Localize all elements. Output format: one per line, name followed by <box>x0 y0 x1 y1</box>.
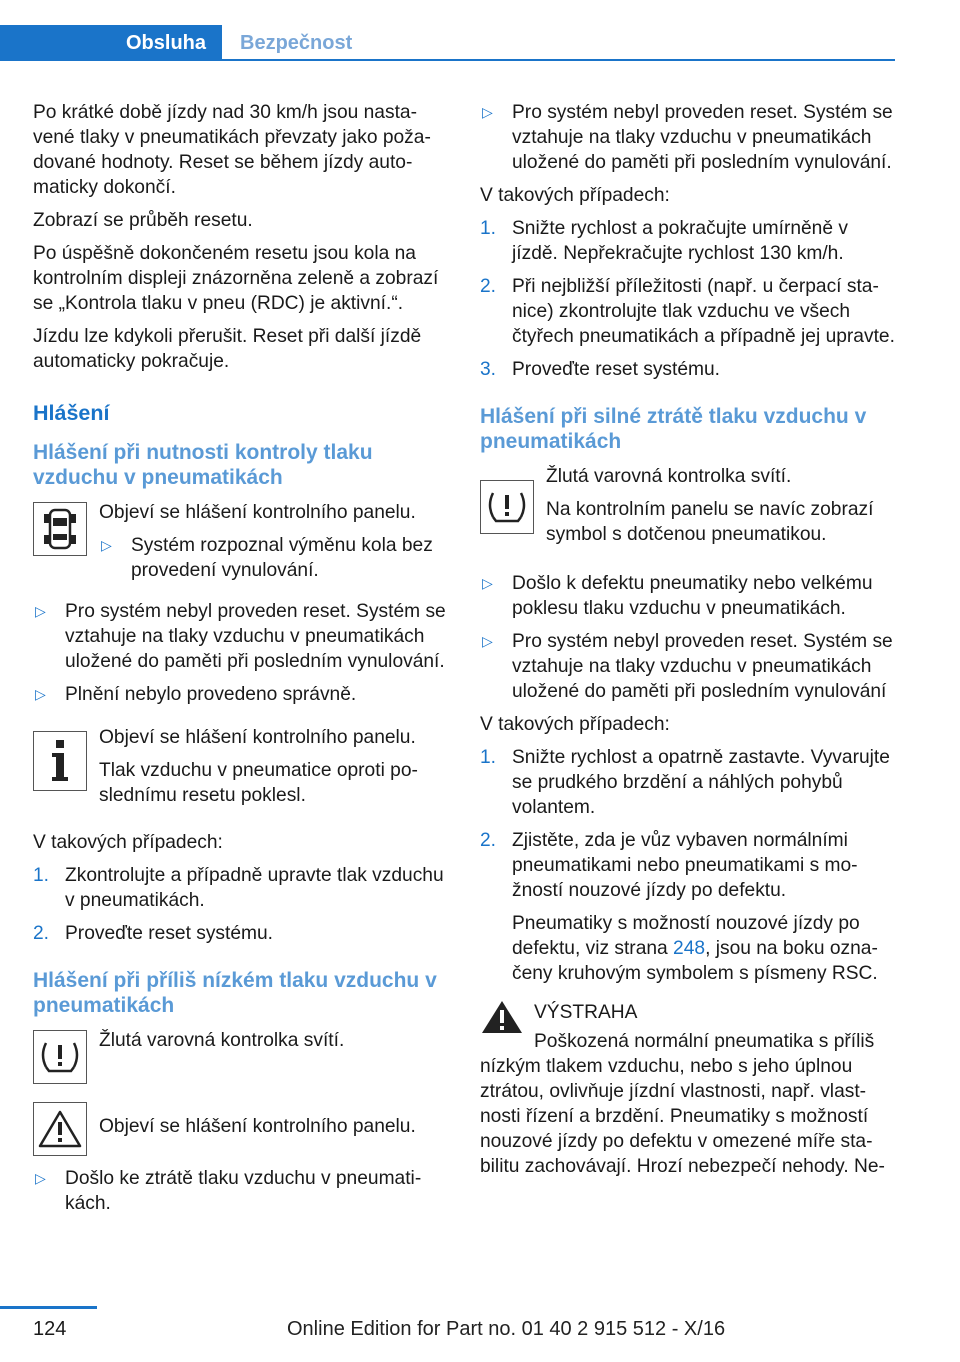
car-top-view-icon <box>33 502 87 556</box>
paragraph: Zobrazí se průběh resetu. <box>33 210 253 231</box>
warning-text-first: Poškozená normální pneumatika s příliš <box>534 1031 875 1052</box>
cases-label: V takových případech: <box>33 832 223 853</box>
page-number: 124 <box>33 1318 67 1340</box>
header-tabs <box>0 25 895 61</box>
bullet-list <box>480 571 895 704</box>
message-text: Objeví se hlášení kontrolního panelu. <box>99 727 416 748</box>
list-item: ▷ Pro systém nebyl proveden reset. Systém se vztahuje na tlaky vzduchu v pneumatikách uložené do paměti při posledním vynulování. <box>35 601 446 672</box>
triangle-bullet-icon: ▷ <box>482 633 493 649</box>
list-item: 1. Snižte rychlost a pokračujte umírněně v jízdě. Nepřekračujte rychlost 130 km/h. <box>480 218 848 264</box>
triangle-bullet-icon: ▷ <box>101 537 112 553</box>
list-item: ▷ Pro systém nebyl proveden reset. Systém se vztahuje na tlaky vzduchu v pneumatikách uložené do paměti při posledním vynulování. <box>482 102 893 173</box>
subheading-low-pressure: Hlášení při příliš nízkém tlaku vzduchu v pneumatikách <box>33 969 437 1017</box>
cases-label: V takových případech: <box>480 185 670 206</box>
message-text: Na kontrolním panelu se navíc zobrazí symbol s dotčenou pneumatikou. <box>546 499 874 545</box>
numbered-list <box>33 863 448 946</box>
list-item: 2. Zjistěte, zda je vůz vybaven normálními pneumatikami nebo pneumatikami s možností nouzové jízdy po defektu. <box>480 830 858 901</box>
bullet-list <box>480 100 895 175</box>
numbered-list <box>480 745 895 986</box>
edition-text: Online Edition for Part no. 01 40 2 915 512 - X/16 <box>287 1318 726 1340</box>
rsc-paragraph: Pneumatiky s možností nouzové jízdy po defektu, viz strana 248, jsou na boku označeny kruhovým symbolem s písmeny RSC. <box>512 913 878 984</box>
warning-sign-icon <box>480 1000 524 1034</box>
header-rule <box>0 59 895 61</box>
footer-rule <box>0 1306 97 1309</box>
car-message-block <box>33 500 448 591</box>
message-text: Žlutá varovná kontrolka svítí. <box>99 1030 345 1051</box>
info-message-block <box>33 725 448 816</box>
triangle-bullet-icon: ▷ <box>482 104 493 120</box>
list-item: 2. Proveďte reset systému. <box>33 923 274 944</box>
warning-title: VÝSTRAHA <box>534 1002 638 1023</box>
warning-triangle-icon <box>33 1102 87 1156</box>
list-item: ▷ Systém rozpoznal výměnu kola bez provedení vynulování. <box>101 535 433 581</box>
list-item: 3. Proveďte reset systému. <box>480 359 721 380</box>
bullet-list <box>33 599 448 707</box>
info-icon <box>33 731 87 791</box>
yellow-light-block <box>480 464 895 555</box>
warning-message-block <box>33 1100 448 1156</box>
list-item: ▷ Došlo k defektu pneumatiky nebo velkému poklesu tlaku vzduchu v pneumatikách. <box>482 573 873 619</box>
warning-block <box>480 1000 895 1179</box>
bullet-list <box>33 1166 448 1216</box>
paragraph: Jízdu lze kdykoli přerušit. Reset při další jízdě automaticky pokračuje. <box>33 326 422 372</box>
yellow-light-block <box>33 1028 448 1084</box>
message-text: Objeví se hlášení kontrolního panelu. <box>99 1116 416 1137</box>
list-item: ▷ Plnění nebylo provedeno správně. <box>35 684 357 705</box>
page-link-248[interactable]: 248 <box>673 938 706 959</box>
subheading-strong-loss: Hlášení při silné ztrátě tlaku vzduchu v pneumatikách <box>480 405 867 453</box>
list-item: ▷ Pro systém nebyl proveden reset. Systém se vztahuje na tlaky vzduchu v pneumatikách uložené do paměti při posledním vynulování <box>482 631 893 702</box>
numbered-list <box>480 216 895 382</box>
message-text: Objeví se hlášení kontrolního panelu. <box>99 502 416 523</box>
cases-label: V takových případech: <box>480 714 670 735</box>
right-column <box>480 100 895 1187</box>
tab-obsluha[interactable]: Obsluha <box>0 25 222 61</box>
paragraph: Po úspěšně dokončeném resetu jsou kola na kontrolním displeji znázorněna zeleně a zobrazí se „Kontrola tlaku v pneu (RDC) je aktivní.“. <box>33 243 439 314</box>
subheading-check-pressure: Hlášení při nutnosti kontroly tlaku vzduchu v pneumatikách <box>33 441 373 489</box>
triangle-bullet-icon: ▷ <box>35 603 46 619</box>
warning-text: nízkým tlakem vzduchu, nebo s jeho úplnou ztrátou, ovlivňuje jízdní vlastnosti, např. vlastnosti řízení a brzdění. Pneumatiky s možností nouzové jízdy po defektu v omezené míře stabilitu zachovávají. Hrozí nebezpečí nehody. Ne- <box>480 1056 885 1177</box>
left-column <box>33 100 448 1224</box>
list-item <box>480 911 895 986</box>
triangle-bullet-icon: ▷ <box>35 1170 46 1186</box>
tire-pressure-warning-icon <box>33 1030 87 1084</box>
triangle-bullet-icon: ▷ <box>35 686 46 702</box>
list-item: 1. Snižte rychlost a opatrně zastavte. Vyvarujte se prudkého brzdění a náhlých pohybů volantem. <box>480 747 890 818</box>
list-item: 1. Zkontrolujte a případně upravte tlak vzduchu v pneumatikách. <box>33 865 444 911</box>
paragraph: Po krátké době jízdy nad 30 km/h jsou nastavené tlaky v pneumatikách převzaty jako požadované hodnoty. Reset se během jízdy automaticky dokončí. <box>33 102 431 198</box>
section-heading-messages: Hlášení <box>33 401 110 425</box>
triangle-bullet-icon: ▷ <box>482 575 493 591</box>
message-text: Tlak vzduchu v pneumatice oproti poslednímu resetu poklesl. <box>99 760 418 806</box>
tire-pressure-warning-icon <box>480 480 534 534</box>
list-item: 2. Při nejbližší příležitosti (např. u čerpací stanice) zkontrolujte tlak vzduchu ve všech čtyřech pneumatikách a případně jej upravte. <box>480 276 895 347</box>
list-item: ▷ Došlo ke ztrátě tlaku vzduchu v pneumatikách. <box>35 1168 422 1214</box>
tab-bezpecnost[interactable]: Bezpečnost <box>240 32 353 54</box>
message-text: Žlutá varovná kontrolka svítí. <box>546 466 792 487</box>
